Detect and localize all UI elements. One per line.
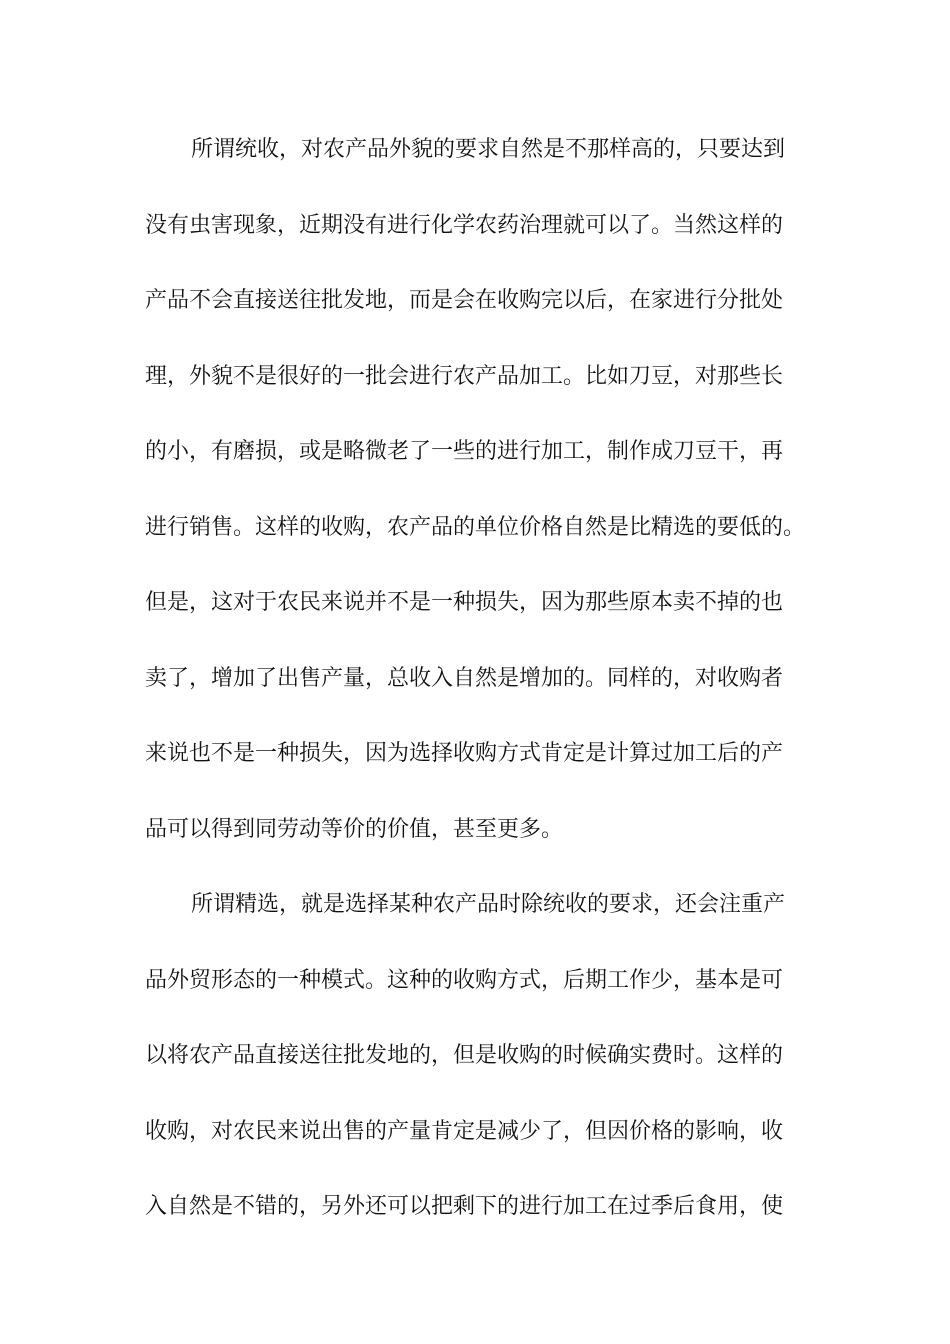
paragraph-1-line-8: 卖了，增加了出售产量，总收入自然是增加的。同样的，对收购者 — [145, 666, 784, 691]
paragraph-1-line-2: 没有虫害现象，近期没有进行化学农药治理就可以了。当然这样的 — [145, 213, 784, 238]
paragraph-2-line-1: 所谓精选，就是选择某种农产品时除统收的要求，还会注重产 — [191, 892, 786, 917]
paragraph-2-line-2: 品外贸形态的一种模式。这种的收购方式，后期工作少，基本是可 — [145, 968, 784, 993]
paragraph-1-line-3: 产品不会直接送往批发地，而是会在收购完以后，在家进行分批处 — [145, 288, 784, 313]
paragraph-1-line-4: 理，外貌不是很好的一批会进行农产品加工。比如刀豆，对那些长 — [145, 364, 784, 389]
paragraph-2-line-5: 入自然是不错的，另外还可以把剩下的进行加工在过季后食用，使 — [145, 1194, 784, 1219]
paragraph-2-line-4: 收购，对农民来说出售的产量肯定是减少了，但因价格的影响，收 — [145, 1119, 784, 1144]
paragraph-1-line-1: 所谓统收，对农产品外貌的要求自然是不那样高的，只要达到 — [191, 137, 786, 162]
paragraph-1-line-7: 但是，这对于农民来说并不是一种损失，因为那些原本卖不掉的也 — [145, 590, 784, 615]
paragraph-1-line-6: 进行销售。这样的收购，农产品的单位价格自然是比精选的要低的。 — [145, 515, 806, 540]
paragraph-2-line-3: 以将农产品直接送往批发地的，但是收购的时候确实费时。这样的 — [145, 1043, 784, 1068]
paragraph-1-line-10: 品可以得到同劳动等价的价值，甚至更多。 — [145, 817, 564, 842]
paragraph-1-line-9: 来说也不是一种损失，因为选择收购方式肯定是计算过加工后的产 — [145, 741, 784, 766]
paragraph-1-line-5: 的小，有磨损，或是略微老了一些的进行加工，制作成刀豆干，再 — [145, 439, 784, 464]
